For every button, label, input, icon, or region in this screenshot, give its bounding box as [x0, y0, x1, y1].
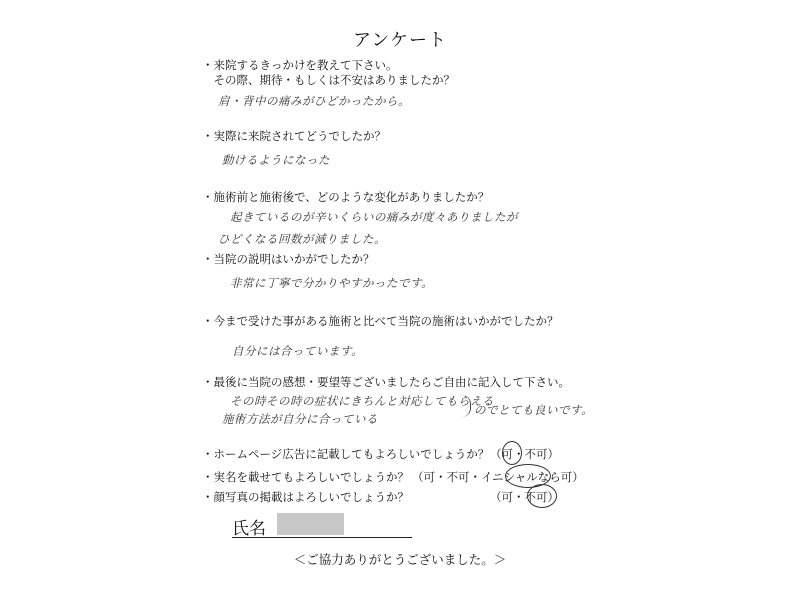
- consent-2-question: ・実名を載せてもよろしいでしょうか？: [202, 470, 409, 484]
- question-3: ・施術前と施術後で、どのような変化がありましたか？: [202, 190, 490, 204]
- name-underline: [232, 537, 412, 538]
- answer-6-line-1: その時その時の症状にきちんと対応してもらえる: [230, 394, 494, 408]
- name-redaction: [277, 513, 344, 535]
- question-1-line-2: その際、期待・もしくは不安はありましたか？: [202, 73, 455, 87]
- consent-2-options: （可・不可・イニシャルなら可）: [412, 470, 584, 484]
- consent-1-question: ・ホームページ広告に記載してもよろしいでしょうか？: [202, 447, 490, 461]
- answer-5: 自分には合っています。: [232, 344, 364, 358]
- consent-3-question: ・顔写真の掲載はよろしいでしょうか？: [202, 490, 409, 504]
- question-6: ・最後に当院の感想・要望等ございましたらご自由に記入して下さい。: [202, 375, 570, 389]
- question-1-line-1: ・来院するきっかけを教えて下さい。: [202, 58, 398, 72]
- survey-title: アンケート: [353, 30, 447, 51]
- question-5: ・今まで受けた事がある施術と比べて当院の施術はいかがでしたか？: [202, 314, 559, 328]
- answer-6-line-3: のでとても良いです。: [474, 403, 594, 417]
- answer-2: 動けるようになった: [222, 153, 330, 167]
- consent-3-circle: [527, 484, 557, 508]
- answer-4: 非常に丁寧で分かりやすかったです。: [230, 276, 434, 290]
- answer-1: 肩・背中の痛みがひどかったから。: [218, 94, 410, 108]
- answer-3-line-2: ひどくなる回数が減りました。: [218, 232, 386, 246]
- question-1: [202, 58, 455, 88]
- consent-1-options: （可・不可）: [490, 447, 559, 461]
- answer-6-line-2: 施術方法が自分に合っている: [222, 412, 378, 426]
- consent-3-options: （可・不可）: [490, 490, 559, 504]
- answer-3-line-1: 起きているのが辛いくらいの痛みが度々ありましたが: [230, 210, 518, 224]
- name-label: 氏名: [232, 519, 266, 539]
- question-2: ・実際に来院されてどうでしたか？: [202, 129, 386, 143]
- question-4: ・当院の説明はいかがでしたか？: [202, 252, 375, 266]
- consent-1-circle: [502, 441, 522, 465]
- answer-brace: [462, 395, 471, 417]
- footer-thanks: ＜ご協力ありがとうございました。＞: [293, 552, 507, 567]
